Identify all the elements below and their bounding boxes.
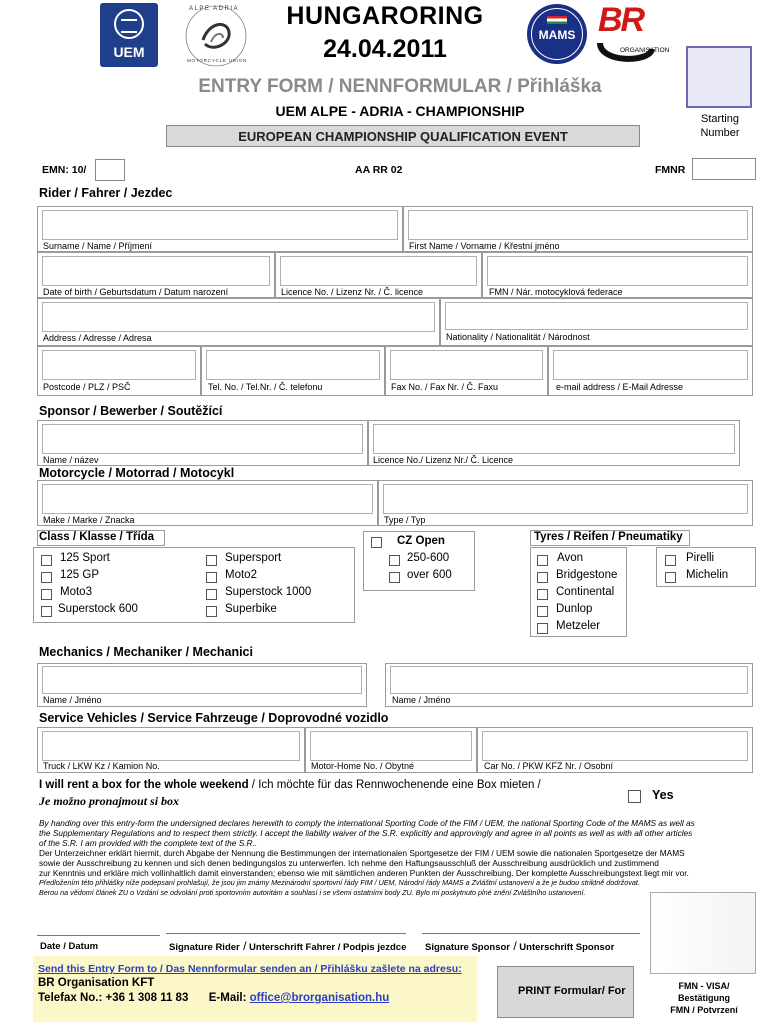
cz-over-600-label: over 600 <box>407 569 452 581</box>
signature-rider-line <box>166 933 406 934</box>
fmnr-label: FMNR <box>655 164 686 176</box>
print-form-button-label: PRINT Formular/ For <box>518 985 626 997</box>
address-input[interactable] <box>42 302 435 332</box>
mams-flag-icon <box>547 16 567 24</box>
fmn-input[interactable] <box>487 256 748 286</box>
box-rent-yes-checkbox[interactable] <box>628 790 641 803</box>
cz-open-label: CZ Open <box>397 535 445 547</box>
emn-label: EMN: 10/ <box>42 164 87 176</box>
declaration-en-line1: By handing over this entry-form the undersigned declares herewith to comply the international Sporting Code of the FIM / UEM, the national Sporting Code of the MAMS as well as <box>39 818 695 828</box>
sponsor-section-title: Sponsor / Bewerber / Soutěžící <box>39 404 223 418</box>
tyre-pirelli-checkbox[interactable] <box>665 555 676 566</box>
signature-sponsor-line <box>422 933 640 934</box>
first-name-label: First Name / Vorname / Křestní jméno <box>409 241 560 251</box>
mechanic1-label: Name / Jméno <box>43 695 102 705</box>
qualification-banner <box>166 125 640 147</box>
car-label: Car No. / PKW KFZ Nr. / Osobní <box>484 761 614 771</box>
motorhome-label: Motor-Home No. / Obytné <box>311 761 415 771</box>
make-label: Make / Marke / Znacka <box>43 515 135 525</box>
truck-label: Truck / LKW Kz / Kamion No. <box>43 761 160 771</box>
sponsor-name-input[interactable] <box>42 424 363 454</box>
class-superstock-1000-label: Superstock 1000 <box>225 586 312 598</box>
qualification-banner-text: EUROPEAN CHAMPIONSHIP QUALIFICATION EVENT <box>238 129 568 144</box>
cz-250-600-label: 250-600 <box>407 552 450 564</box>
mams-logo-text: MAMS <box>538 28 576 42</box>
class-superstock-600-checkbox[interactable] <box>41 606 52 617</box>
mechanic2-input[interactable] <box>390 666 748 694</box>
tyres-section-title: Tyres / Reifen / Pneumatiky <box>534 531 683 543</box>
class-superstock-1000-checkbox[interactable] <box>206 589 217 600</box>
signature-rider-label: Signature Rider / Unterschrift Fahrer / Podpis jezdce <box>169 939 407 953</box>
surname-label: Surname / Name / Příjmení <box>43 241 153 251</box>
event-date: 24.04.2011 <box>323 35 447 63</box>
class-supersport-checkbox[interactable] <box>206 555 217 566</box>
cz-250-600-checkbox[interactable] <box>389 555 400 566</box>
box-rent-yes-label: Yes <box>652 788 674 802</box>
tyre-avon-checkbox[interactable] <box>537 555 548 566</box>
tyre-dunlop-label: Dunlop <box>556 603 593 615</box>
dob-label: Date of birth / Geburtsdatum / Datum narození <box>43 287 229 297</box>
tyre-bridgestone-label: Bridgestone <box>556 569 618 581</box>
class-moto2-checkbox[interactable] <box>206 572 217 583</box>
first-name-input[interactable] <box>408 210 748 240</box>
box-rent-english: I will rent a box for the whole weekend <box>39 779 249 791</box>
br-logo-sub: ORGANISATION <box>620 47 670 54</box>
type-label: Type / Typ <box>384 515 426 525</box>
email-input[interactable] <box>553 350 748 380</box>
event-name: HUNGARORING <box>286 2 484 30</box>
class-125-sport-checkbox[interactable] <box>41 555 52 566</box>
form-title: ENTRY FORM / NENNFORMULAR / Přihláška <box>198 76 602 97</box>
br-organisation-logo <box>590 3 670 65</box>
mechanic2-label: Name / Jméno <box>392 695 451 705</box>
motorcycle-section-title: Motorcycle / Motorrad / Motocykl <box>39 466 235 480</box>
tyre-continental-checkbox[interactable] <box>537 589 548 600</box>
fmn-label: FMN / Nár. motocyklová federace <box>489 287 623 297</box>
send-to-telefax: Telefax No.: +36 1 308 11 83 <box>38 992 189 1004</box>
box-rent-german: / Ich möchte für das Rennwochenende eine Box mieten / <box>248 779 541 791</box>
vehicles-section-title: Service Vehicles / Service Fahrzeuge / Doprovodné vozidlo <box>39 711 389 725</box>
starting-number-label: Starting Number <box>700 113 740 139</box>
alpe-adria-logo <box>183 2 249 68</box>
class-125-gp-checkbox[interactable] <box>41 572 52 583</box>
class-section-title: Class / Klasse / Třída <box>39 531 155 543</box>
truck-input[interactable] <box>42 731 300 761</box>
declaration-en-line3: of the S.R. I am provided with the complete text of the S.R.. <box>39 838 258 848</box>
tyre-dunlop-checkbox[interactable] <box>537 606 548 617</box>
uem-emblem-icon <box>114 9 144 39</box>
sponsor-licence-label: Licence No./ Lizenz Nr./ Č. Licence <box>373 455 514 465</box>
postcode-input[interactable] <box>42 350 196 380</box>
fmn-visa-stamp-box <box>650 892 756 974</box>
fax-label: Fax No. / Fax Nr. / Č. Faxu <box>391 382 499 392</box>
declaration-cz-line1: Předložením této přihlášky níže podepsaní prohlašují, že jsou jim známy Mezinárodní sportovní řády FIM / UEM, Národní řády MAMS a Zvláštní ustanovení a že je budou striktně dodržovat. <box>39 878 640 887</box>
tel-label: Tel. No. / Tel.Nr. / Č. telefonu <box>208 382 323 392</box>
mechanics-section-title: Mechanics / Mechaniker / Mechanici <box>39 645 253 659</box>
box-rent-czech: Je možno pronajmout si box <box>39 794 180 808</box>
date-label: Date / Datum <box>40 941 99 952</box>
send-to-contact <box>38 992 389 1004</box>
mechanic1-input[interactable] <box>42 666 362 694</box>
send-to-email-link[interactable]: office@brorganisation.hu <box>249 992 390 1004</box>
starting-number-photo-box[interactable] <box>686 46 752 108</box>
class-moto3-label: Moto3 <box>60 586 92 598</box>
mams-logo <box>527 4 587 64</box>
tyre-bridgestone-checkbox[interactable] <box>537 572 548 583</box>
uem-logo-text: UEM <box>113 44 145 60</box>
send-to-email-label: E-Mail: <box>208 992 250 1004</box>
address-label: Address / Adresse / Adresa <box>43 333 152 343</box>
tyre-avon-label: Avon <box>557 552 584 564</box>
br-logo-text: BR <box>598 1 644 39</box>
dob-input[interactable] <box>42 256 270 286</box>
make-input[interactable] <box>42 484 373 514</box>
send-to-heading: Send this Entry Form to / Das Nennformular senden an / Přihlášku zašlete na adresu: <box>38 963 462 975</box>
class-moto2-label: Moto2 <box>225 569 257 581</box>
tyre-metzeler-label: Metzeler <box>556 620 601 632</box>
date-line <box>37 935 160 936</box>
declaration-de-line2: sowie der Ausschreibung zu kennen und sich denen bedingungslos zu unterwerfen. Ich nehme den Haftungsausschluß der Ausschreibung ausdrücklich und zustimmend <box>39 858 659 868</box>
class-125-gp-label: 125 GP <box>60 569 99 581</box>
tyre-michelin-label: Michelin <box>686 569 729 581</box>
type-input[interactable] <box>383 484 748 514</box>
cz-over-600-checkbox[interactable] <box>389 572 400 583</box>
email-label: e-mail address / E-Mail Adresse <box>556 382 684 392</box>
print-form-button[interactable] <box>497 966 634 1018</box>
fax-input[interactable] <box>390 350 543 380</box>
sponsor-name-label: Name / název <box>43 455 99 465</box>
alpe-adria-logo-top: ALPE ADRIA <box>189 6 240 12</box>
declaration-en-line2: the Supplementary Regulations and to respect them strictly. I accept the liability waiver of the S.R. explicitly and approvingly and agree in all points as well as with all other articles <box>39 828 693 838</box>
class-superstock-600-label: Superstock 600 <box>58 603 138 615</box>
class-code: AA RR 02 <box>355 164 403 176</box>
box-rent-statement <box>39 779 541 791</box>
fmnr-input[interactable] <box>692 158 756 180</box>
emn-input[interactable] <box>95 159 125 181</box>
fmn-visa-label: FMN - VISA/ Bestätigung FMN / Potvrzení <box>670 981 738 1015</box>
licence-input[interactable] <box>280 256 477 286</box>
class-superbike-label: Superbike <box>225 603 277 615</box>
nationality-input[interactable] <box>445 302 748 330</box>
uem-logo <box>100 3 158 67</box>
class-superbike-checkbox[interactable] <box>206 606 217 617</box>
postcode-label: Postcode / PLZ / PSČ <box>43 382 131 392</box>
sponsor-licence-input[interactable] <box>373 424 735 454</box>
send-to-org: BR Organisation KFT <box>38 977 155 989</box>
licence-label: Licence No. / Lizenz Nr. / Č. licence <box>281 287 424 297</box>
class-supersport-label: Supersport <box>225 552 282 564</box>
alpe-adria-logo-bottom: MOTORCYCLE UNION <box>187 58 248 63</box>
tyre-pirelli-label: Pirelli <box>686 552 715 564</box>
tyre-michelin-checkbox[interactable] <box>665 572 676 583</box>
class-moto3-checkbox[interactable] <box>41 589 52 600</box>
declaration-de-line3: zur Kenntnis und erkläre mich vollinhaltlich damit einverstanden; ebenso wie mit sämtlichen anderen Punkten der Ausschreibung. Der komplette Ausschreibungstext liegt mir vor. <box>39 868 689 878</box>
class-125-sport-label: 125 Sport <box>60 552 110 564</box>
surname-input[interactable] <box>42 210 398 240</box>
signature-sponsor-label: Signature Sponsor / Unterschrift Sponsor <box>425 939 615 953</box>
declaration-cz-line2: Berou na vědomí článek ZU o Vzdání se odvolání proti sportovním autoritám a souhlasí i se všemi ostatními body ZU. Bylo mi poskytnuto plné znění Zvláštního ustanovení. <box>39 888 586 897</box>
rider-section-title: Rider / Fahrer / Jezdec <box>39 186 173 200</box>
nationality-label: Nationality / Nationalität / Národnost <box>446 332 590 342</box>
car-input[interactable] <box>482 731 748 761</box>
motorhome-input[interactable] <box>310 731 472 761</box>
championship-title: UEM ALPE - ADRIA - CHAMPIONSHIP <box>275 103 525 119</box>
tyre-metzeler-checkbox[interactable] <box>537 623 548 634</box>
declaration-de-line1: Der Unterzeichner erklärt hiermit, durch Abgabe der Nennung die Bestimmungen der internationalen Sportgesetze der FIM / UEM sowie die nationalen Sportgesetze der MAMS <box>39 848 685 858</box>
cz-open-checkbox[interactable] <box>371 537 382 548</box>
tyre-continental-label: Continental <box>556 586 615 598</box>
tel-input[interactable] <box>206 350 380 380</box>
